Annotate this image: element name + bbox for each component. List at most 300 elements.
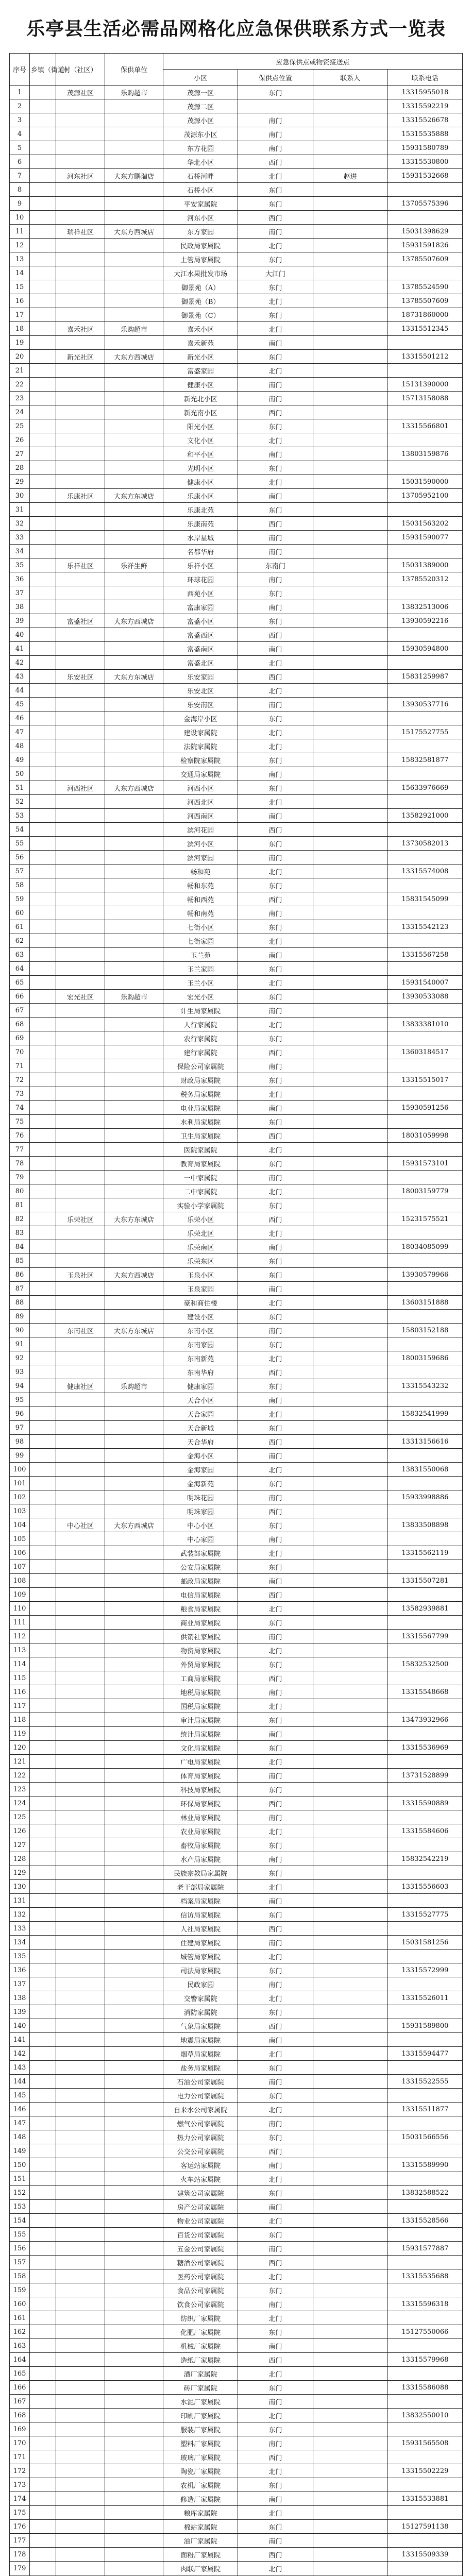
cell-town [30,2548,56,2562]
cell-village [56,2144,105,2158]
cell-seq: 61 [10,920,30,934]
cell-community: 检察院家属院 [163,753,238,767]
cell-community: 实验小学家属院 [163,1198,238,1212]
cell-village [56,294,105,308]
cell-phone: 13315535688 [387,2269,462,2283]
cell-town [30,628,56,642]
cell-community: 烟草局家属院 [163,2047,238,2061]
cell-unit [105,1950,163,1963]
cell-unit [105,2367,163,2381]
cell-community: 阳光小区 [163,419,238,433]
cell-location: 南门 [238,1004,313,1018]
cell-unit [105,1365,163,1379]
cell-town [30,1713,56,1727]
cell-location: 南门 [238,2395,313,2409]
cell-unit [105,364,163,378]
cell-unit [105,308,163,322]
cell-location: 北门 [238,2047,313,2061]
cell-location: 南门 [238,2116,313,2130]
cell-location: 北门 [238,1184,313,1198]
cell-village [56,948,105,962]
cell-person [313,1226,387,1240]
cell-location: 东门 [238,308,313,322]
cell-village [56,1602,105,1616]
cell-location: 北门 [238,294,313,308]
table-row [10,2422,463,2436]
cell-village [56,1087,105,1101]
cell-person [313,628,387,642]
cell-location: 南门 [238,225,313,239]
cell-seq: 173 [10,2478,30,2492]
cell-village [56,1671,105,1685]
cell-location: 南门 [238,392,313,405]
cell-town [30,2325,56,2339]
cell-person [313,2200,387,2214]
cell-town [30,1435,56,1449]
cell-unit [105,252,163,266]
cell-unit: 大东方东城店 [105,1324,163,1337]
cell-community: 河东小区 [163,211,238,225]
table-row [10,2464,463,2478]
cell-unit [105,572,163,586]
cell-person [313,892,387,906]
cell-phone [387,1393,462,1407]
cell-person [313,1657,387,1671]
cell-village [56,113,105,127]
cell-community: 服装厂家属院 [163,2422,238,2436]
cell-unit [105,767,163,781]
cell-phone: 13315556603 [387,1880,462,1894]
cell-town [30,461,56,475]
cell-community: 茂源东小区 [163,127,238,141]
cell-town [30,1101,56,1115]
cell-town [30,475,56,489]
cell-village [56,795,105,809]
cell-location: 南门 [238,2436,313,2450]
table-row [10,1421,463,1435]
cell-person [313,419,387,433]
cell-unit [105,809,163,823]
cell-village [56,1101,105,1115]
cell-person [313,113,387,127]
cell-community: 滨河家园 [163,851,238,865]
cell-community: 修造厂家属院 [163,2492,238,2506]
cell-unit: 大东方西城店 [105,1518,163,1532]
cell-seq: 56 [10,851,30,865]
cell-community: 茂源二区 [163,99,238,113]
cell-village [56,392,105,405]
cell-phone: 15831259987 [387,670,462,684]
cell-person [313,350,387,364]
cell-town [30,2534,56,2548]
cell-unit [105,1852,163,1866]
cell-person [313,1045,387,1059]
cell-seq: 130 [10,1880,30,1894]
cell-unit [105,1602,163,1616]
cell-person [313,1393,387,1407]
cell-community: 天合家园 [163,1407,238,1421]
cell-town [30,2506,56,2520]
cell-community: 医药公司家属院 [163,2269,238,2283]
cell-phone [387,1087,462,1101]
cell-unit [105,2534,163,2548]
cell-unit: 大东方东城店 [105,670,163,684]
cell-town [30,2130,56,2144]
cell-phone: 18034085099 [387,1240,462,1254]
cell-location: 北门 [238,2506,313,2520]
cell-village [56,1838,105,1852]
cell-location: 北门 [238,2367,313,2381]
cell-community: 河西小区 [163,781,238,795]
cell-community: 乐安北区 [163,684,238,698]
header-location: 保供点位置 [238,70,313,86]
cell-location: 西门 [238,1797,313,1810]
cell-town [30,1449,56,1463]
cell-town [30,225,56,239]
cell-phone: 15713158088 [387,392,462,405]
cell-seq: 140 [10,2019,30,2033]
cell-town [30,878,56,892]
cell-community: 公安局家属院 [163,1560,238,1574]
cell-unit [105,1101,163,1115]
cell-village [56,1699,105,1713]
cell-location: 南门 [238,2534,313,2548]
cell-village [56,711,105,725]
cell-town [30,1490,56,1504]
table-row [10,892,463,906]
cell-location: 北门 [238,725,313,739]
cell-location: 南门 [238,851,313,865]
cell-location: 西门 [238,1212,313,1226]
cell-community: 富盛西区 [163,628,238,642]
cell-person [313,2367,387,2381]
cell-person [313,823,387,837]
table-row [10,545,463,558]
cell-town [30,1699,56,1713]
cell-location: 北门 [238,364,313,378]
cell-person [313,1922,387,1936]
cell-town [30,1268,56,1282]
cell-phone: 15931577887 [387,2242,462,2256]
cell-village [56,2436,105,2450]
cell-seq: 3 [10,113,30,127]
cell-phone: 15803152188 [387,1324,462,1337]
table-row [10,1657,463,1671]
cell-village [56,1477,105,1490]
cell-village [56,1310,105,1324]
cell-town [30,392,56,405]
cell-location: 北门 [238,1643,313,1657]
cell-unit [105,962,163,976]
cell-phone [387,823,462,837]
cell-unit [105,628,163,642]
cell-community: 水利局家属院 [163,1115,238,1129]
cell-town [30,2269,56,2283]
cell-phone [387,1198,462,1212]
cell-unit [105,739,163,753]
cell-phone: 13832513006 [387,600,462,614]
cell-community: 档案局家属院 [163,1894,238,1908]
cell-community: 富盛北区 [163,656,238,670]
cell-phone [387,433,462,447]
cell-seq: 106 [10,1546,30,1560]
cell-unit [105,1727,163,1741]
cell-community: 交通局家属院 [163,767,238,781]
cell-seq: 101 [10,1477,30,1490]
cell-community: 计生局家属院 [163,1004,238,1018]
cell-unit [105,1755,163,1769]
cell-village [56,1449,105,1463]
cell-unit [105,2325,163,2339]
cell-seq: 108 [10,1574,30,1588]
cell-person [313,2492,387,2506]
cell-location: 北门 [238,1351,313,1365]
cell-phone: 13315530800 [387,155,462,169]
cell-town [30,447,56,461]
cell-person [313,851,387,865]
cell-town [30,1824,56,1838]
cell-seq: 64 [10,962,30,976]
cell-village [56,1824,105,1838]
cell-phone: 15931573101 [387,1157,462,1171]
cell-town [30,614,56,628]
cell-seq: 163 [10,2339,30,2353]
cell-village [56,1435,105,1449]
cell-phone: 13705952100 [387,489,462,503]
cell-seq: 174 [10,2492,30,2506]
cell-unit [105,2089,163,2103]
cell-village [56,2534,105,2548]
header-unit: 保供单位 [105,54,163,86]
cell-location: 东门 [238,2005,313,2019]
cell-town [30,670,56,684]
cell-seq: 144 [10,2075,30,2089]
cell-unit [105,211,163,225]
cell-village: 乐祥社区 [56,558,105,572]
cell-seq: 102 [10,1490,30,1504]
cell-community: 保险公司家属院 [163,1059,238,1073]
table-row [10,2548,463,2562]
cell-town [30,2409,56,2422]
cell-person [313,600,387,614]
cell-unit [105,2158,163,2172]
cell-phone: 15931532668 [387,169,462,183]
cell-person [313,2242,387,2256]
cell-location: 南门 [238,1282,313,1296]
cell-location: 北门 [238,1755,313,1769]
cell-phone [387,2116,462,2130]
cell-location: 南门 [238,1574,313,1588]
cell-seq: 165 [10,2367,30,2381]
cell-phone: 15930594800 [387,642,462,656]
cell-town [30,322,56,336]
cell-seq: 135 [10,1950,30,1963]
cell-person [313,1532,387,1546]
cell-location: 西门 [238,1504,313,1518]
cell-town [30,851,56,865]
table-row [10,2158,463,2172]
cell-seq: 91 [10,1337,30,1351]
cell-seq: 76 [10,1129,30,1143]
cell-village [56,2367,105,2381]
cell-location: 东门 [238,1310,313,1324]
cell-person [313,1643,387,1657]
cell-town [30,1143,56,1157]
cell-town [30,364,56,378]
cell-town [30,2256,56,2269]
cell-village [56,1574,105,1588]
cell-unit [105,2061,163,2075]
cell-person [313,2116,387,2130]
cell-unit [105,1351,163,1365]
cell-community: 新光小区 [163,350,238,364]
cell-unit [105,1671,163,1685]
document-title: 乐亭县生活必需品网格化应急保供联系方式一览表 [26,18,446,40]
cell-location: 北门 [238,1463,313,1477]
cell-location: 南门 [238,447,313,461]
table-row [10,1936,463,1950]
cell-town [30,2033,56,2047]
cell-location: 北门 [238,2464,313,2478]
cell-unit [105,1588,163,1602]
cell-village [56,739,105,753]
cell-location: 东门 [238,86,313,99]
cell-town [30,1310,56,1324]
cell-unit [105,851,163,865]
cell-seq: 114 [10,1657,30,1671]
table-row [10,656,463,670]
table-row [10,350,463,364]
cell-village [56,837,105,851]
cell-town [30,1546,56,1560]
cell-phone: 13705575396 [387,197,462,211]
table-row [10,113,463,127]
cell-village [56,684,105,698]
cell-phone: 13315594477 [387,2047,462,2061]
cell-phone: 15031389000 [387,558,462,572]
cell-person [313,1671,387,1685]
cell-seq: 77 [10,1143,30,1157]
cell-town [30,962,56,976]
cell-location: 南门 [238,1324,313,1337]
table-row [10,1087,463,1101]
cell-town [30,308,56,322]
cell-seq: 62 [10,934,30,948]
cell-location: 东门 [238,1838,313,1852]
cell-community: 机械厂家属院 [163,2339,238,2353]
cell-person [313,392,387,405]
cell-seq: 38 [10,600,30,614]
cell-community: 体育局家属院 [163,1769,238,1783]
cell-location: 北门 [238,1143,313,1157]
cell-unit [105,1463,163,1477]
cell-location: 南门 [238,2297,313,2311]
cell-person [313,336,387,350]
cell-community: 东南家园 [163,1337,238,1351]
cell-village [56,1045,105,1059]
cell-community: 纺织厂家属院 [163,2311,238,2325]
cell-village [56,2283,105,2297]
table-row [10,2130,463,2144]
cell-town [30,656,56,670]
cell-location: 南门 [238,2200,313,2214]
cell-seq: 42 [10,656,30,670]
cell-phone [387,851,462,865]
cell-town [30,1588,56,1602]
cell-seq: 72 [10,1073,30,1087]
cell-village [56,1018,105,1031]
cell-person [313,934,387,948]
cell-phone [387,1282,462,1296]
cell-village [56,1463,105,1477]
cell-location: 南门 [238,1630,313,1643]
cell-person [313,2506,387,2520]
cell-seq: 37 [10,586,30,600]
table-row [10,2019,463,2033]
cell-town [30,1616,56,1630]
header-group: 应急保供点或物资接送点 [163,54,463,70]
cell-phone: 13315536969 [387,1741,462,1755]
cell-phone: 13315574008 [387,865,462,878]
cell-location: 北门 [238,2562,313,2575]
table-row [10,239,463,252]
cell-community: 消防家属院 [163,2005,238,2019]
cell-village [56,1490,105,1504]
cell-unit [105,1031,163,1045]
cell-town [30,433,56,447]
cell-town [30,2381,56,2395]
cell-seq: 125 [10,1810,30,1824]
cell-person [313,1991,387,2005]
cell-unit [105,2353,163,2367]
cell-person [313,1365,387,1379]
cell-community: 石桥河畔 [163,169,238,183]
cell-phone [387,628,462,642]
cell-community: 健康家园 [163,1379,238,1393]
cell-community: 滨河花园 [163,823,238,837]
cell-phone: 13832588522 [387,2186,462,2200]
cell-village [56,266,105,280]
cell-town [30,489,56,503]
cell-community: 嘉禾新苑 [163,336,238,350]
cell-community: 百货公司家属院 [163,2228,238,2242]
cell-location: 南门 [238,1936,313,1950]
cell-village [56,1226,105,1240]
table-row [10,141,463,155]
cell-seq: 99 [10,1449,30,1463]
cell-community: 卫生局家属院 [163,1129,238,1143]
cell-community: 水产局家属院 [163,1852,238,1866]
cell-unit [105,1616,163,1630]
cell-town [30,1518,56,1532]
table-row [10,739,463,753]
table-row [10,155,463,169]
cell-location: 南门 [238,2033,313,2047]
cell-person [313,1936,387,1950]
cell-community: 华北小区 [163,155,238,169]
cell-phone [387,2228,462,2242]
cell-unit [105,1393,163,1407]
table-row [10,1073,463,1087]
cell-person [313,1866,387,1880]
cell-person [313,1727,387,1741]
cell-phone: 13730582013 [387,837,462,851]
cell-town [30,1504,56,1518]
table-row [10,1504,463,1518]
table-row [10,781,463,795]
cell-phone [387,1755,462,1769]
cell-phone: 13315590889 [387,1797,462,1810]
